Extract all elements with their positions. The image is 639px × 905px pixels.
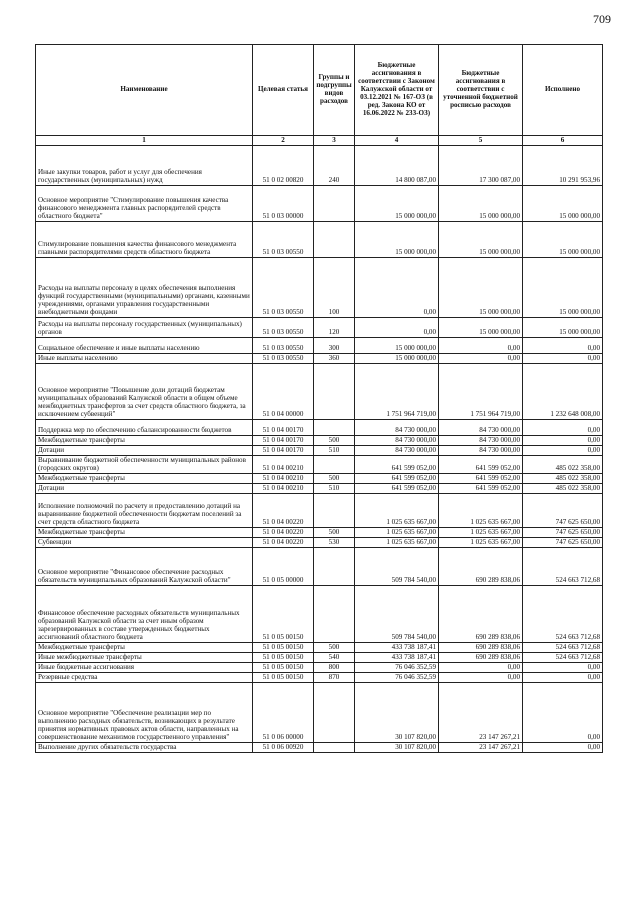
row-executed: 0,00 (523, 683, 603, 743)
row-name: Субвенции (36, 538, 253, 548)
table-row (36, 494, 603, 528)
header-target-article: Целевая статья (253, 45, 314, 136)
row-budget-schedule: 0,00 (439, 338, 523, 354)
row-expense-group (314, 420, 355, 436)
row-target-article: 51 0 06 00000 (253, 683, 314, 743)
row-budget-schedule: 1 025 635 667,00 (439, 528, 523, 538)
row-budget-schedule: 84 730 000,00 (439, 446, 523, 456)
row-name: Иные межбюджетные трансферты (36, 653, 253, 663)
row-expense-group (314, 494, 355, 528)
row-expense-group (314, 743, 355, 753)
row-target-article: 51 0 04 00000 (253, 364, 314, 420)
row-name: Основное мероприятие "Финансовое обеспечение расходных обязательств муниципальных образований Калужской области" (36, 548, 253, 586)
row-executed: 15 000 000,00 (523, 318, 603, 338)
row-budget-schedule: 15 000 000,00 (439, 186, 523, 222)
column-number: 6 (523, 136, 603, 146)
row-law-allocation: 15 000 000,00 (355, 222, 439, 258)
table-row (36, 146, 603, 186)
row-law-allocation: 76 046 352,59 (355, 673, 439, 683)
table-row (36, 586, 603, 643)
row-name: Иные закупки товаров, работ и услуг для обеспечения государственных (муниципальных) нужд (36, 146, 253, 186)
row-executed: 15 000 000,00 (523, 222, 603, 258)
row-target-article: 51 0 03 00550 (253, 338, 314, 354)
row-target-article: 51 0 03 00000 (253, 186, 314, 222)
row-expense-group: 510 (314, 484, 355, 494)
row-expense-group: 500 (314, 436, 355, 446)
row-budget-schedule: 23 147 267,21 (439, 743, 523, 753)
row-law-allocation: 509 784 540,00 (355, 586, 439, 643)
row-law-allocation: 15 000 000,00 (355, 354, 439, 364)
row-expense-group: 500 (314, 474, 355, 484)
row-law-allocation: 0,00 (355, 258, 439, 318)
row-executed: 0,00 (523, 338, 603, 354)
row-name: Межбюджетные трансферты (36, 643, 253, 653)
row-expense-group: 540 (314, 653, 355, 663)
row-name: Основное мероприятие "Стимулирование повышения качества финансового менеджмента главных распорядителей средств областного бюджета" (36, 186, 253, 222)
column-number: 3 (314, 136, 355, 146)
row-budget-schedule: 690 289 838,06 (439, 586, 523, 643)
row-executed: 10 291 953,96 (523, 146, 603, 186)
table-row (36, 663, 603, 673)
row-budget-schedule: 641 599 052,00 (439, 456, 523, 474)
row-name: Выравнивание бюджетной обеспеченности муниципальных районов (городских округов) (36, 456, 253, 474)
row-target-article: 51 0 04 00170 (253, 446, 314, 456)
row-name: Поддержка мер по обеспечению сбалансированности бюджетов (36, 420, 253, 436)
row-target-article: 51 0 04 00220 (253, 528, 314, 538)
row-name: Исполнение полномочий по расчету и предоставлению дотаций на выравнивание бюджетной обеспеченности бюджетам поселений за счет средств областного бюджета (36, 494, 253, 528)
row-target-article: 51 0 05 00150 (253, 663, 314, 673)
row-name: Выполнение других обязательств государства (36, 743, 253, 753)
row-target-article: 51 0 03 00550 (253, 258, 314, 318)
table-row (36, 484, 603, 494)
row-executed: 747 625 650,00 (523, 538, 603, 548)
row-target-article: 51 0 03 00550 (253, 222, 314, 258)
table-row (36, 538, 603, 548)
column-number: 1 (36, 136, 253, 146)
row-law-allocation: 641 599 052,00 (355, 484, 439, 494)
row-budget-schedule: 84 730 000,00 (439, 436, 523, 446)
row-law-allocation: 84 730 000,00 (355, 436, 439, 446)
table-row (36, 222, 603, 258)
row-target-article: 51 0 03 00550 (253, 318, 314, 338)
row-executed: 15 000 000,00 (523, 258, 603, 318)
table-row (36, 446, 603, 456)
row-target-article: 51 0 05 00000 (253, 548, 314, 586)
row-name: Финансовое обеспечение расходных обязательств муниципальных образований Калужской области за счет иным образом зарезервированных в составе утвержденных бюджетных ассигнований областного бюджета (36, 586, 253, 643)
row-target-article: 51 0 05 00150 (253, 586, 314, 643)
row-expense-group (314, 456, 355, 474)
row-target-article: 51 0 05 00150 (253, 653, 314, 663)
row-law-allocation: 641 599 052,00 (355, 456, 439, 474)
row-target-article: 51 0 04 00170 (253, 436, 314, 446)
row-law-allocation: 433 738 187,41 (355, 643, 439, 653)
row-expense-group: 500 (314, 528, 355, 538)
row-expense-group: 360 (314, 354, 355, 364)
row-name: Расходы на выплаты персоналу государственных (муниципальных) органов (36, 318, 253, 338)
row-budget-schedule: 1 025 635 667,00 (439, 494, 523, 528)
row-target-article: 51 0 04 00210 (253, 456, 314, 474)
row-law-allocation: 15 000 000,00 (355, 338, 439, 354)
row-budget-schedule: 15 000 000,00 (439, 258, 523, 318)
row-budget-schedule: 641 599 052,00 (439, 474, 523, 484)
row-executed: 485 022 358,00 (523, 474, 603, 484)
header-row (36, 45, 603, 136)
row-name: Межбюджетные трансферты (36, 528, 253, 538)
row-law-allocation: 1 025 635 667,00 (355, 538, 439, 548)
row-target-article: 51 0 04 00210 (253, 474, 314, 484)
row-budget-schedule: 690 289 838,06 (439, 548, 523, 586)
row-name: Иные выплаты населению (36, 354, 253, 364)
row-name: Иные бюджетные ассигнования (36, 663, 253, 673)
row-budget-schedule: 1 025 635 667,00 (439, 538, 523, 548)
row-executed: 747 625 650,00 (523, 494, 603, 528)
row-law-allocation: 30 107 820,00 (355, 683, 439, 743)
row-expense-group: 870 (314, 673, 355, 683)
header-expense-group: Группы и подгруппы видов расходов (314, 45, 355, 136)
table-row (36, 474, 603, 484)
row-name: Стимулирование повышения качества финансового менеджмента главными распорядителями средств областного бюджета (36, 222, 253, 258)
row-law-allocation: 84 730 000,00 (355, 446, 439, 456)
row-expense-group: 510 (314, 446, 355, 456)
row-executed: 0,00 (523, 436, 603, 446)
row-expense-group: 240 (314, 146, 355, 186)
row-expense-group (314, 683, 355, 743)
table-row (36, 653, 603, 663)
row-law-allocation: 1 025 635 667,00 (355, 494, 439, 528)
row-name: Основное мероприятие "Повышение доли дотаций бюджетам муниципальных образований Калужской области в общем объеме межбюджетных трансфертов за счет средств областного бюджета, за исключением субвенций" (36, 364, 253, 420)
row-target-article: 51 0 02 00820 (253, 146, 314, 186)
row-executed: 15 000 000,00 (523, 186, 603, 222)
row-target-article: 51 0 05 00150 (253, 673, 314, 683)
row-budget-schedule: 15 000 000,00 (439, 222, 523, 258)
row-expense-group: 120 (314, 318, 355, 338)
row-budget-schedule: 0,00 (439, 673, 523, 683)
header-budget-schedule: Бюджетные ассигнования в соответствии с уточненной бюджетной росписью расходов (439, 45, 523, 136)
row-name: Межбюджетные трансферты (36, 436, 253, 446)
row-law-allocation: 509 784 540,00 (355, 548, 439, 586)
column-number: 2 (253, 136, 314, 146)
row-target-article: 51 0 04 00170 (253, 420, 314, 436)
column-number: 5 (439, 136, 523, 146)
row-executed: 524 663 712,68 (523, 586, 603, 643)
row-name: Резервные средства (36, 673, 253, 683)
row-name: Расходы на выплаты персоналу в целях обеспечения выполнения функций государственными (муниципальными) органами, казенными учреждениями, органами управления государственными внебюджетными фондами (36, 258, 253, 318)
budget-execution-table (35, 44, 603, 753)
row-budget-schedule: 0,00 (439, 354, 523, 364)
row-budget-schedule: 1 751 964 719,00 (439, 364, 523, 420)
row-target-article: 51 0 04 00220 (253, 538, 314, 548)
row-name: Дотации (36, 446, 253, 456)
row-law-allocation: 433 738 187,41 (355, 653, 439, 663)
row-expense-group: 800 (314, 663, 355, 673)
row-budget-schedule: 690 289 838,06 (439, 653, 523, 663)
table-row (36, 548, 603, 586)
row-executed: 1 232 648 008,00 (523, 364, 603, 420)
table-row (36, 186, 603, 222)
table-row (36, 436, 603, 446)
row-target-article: 51 0 05 00150 (253, 643, 314, 653)
row-law-allocation: 1 751 964 719,00 (355, 364, 439, 420)
row-law-allocation: 15 000 000,00 (355, 186, 439, 222)
table-row (36, 743, 603, 753)
row-name: Межбюджетные трансферты (36, 474, 253, 484)
table-row (36, 318, 603, 338)
column-number: 4 (355, 136, 439, 146)
row-expense-group (314, 186, 355, 222)
row-name: Дотации (36, 484, 253, 494)
row-executed: 524 663 712,68 (523, 643, 603, 653)
row-name: Социальное обеспечение и иные выплаты населению (36, 338, 253, 354)
table-row (36, 528, 603, 538)
table-row (36, 364, 603, 420)
row-target-article: 51 0 03 00550 (253, 354, 314, 364)
row-executed: 0,00 (523, 354, 603, 364)
row-budget-schedule: 641 599 052,00 (439, 484, 523, 494)
row-expense-group: 530 (314, 538, 355, 548)
row-expense-group (314, 222, 355, 258)
row-law-allocation: 14 800 087,00 (355, 146, 439, 186)
table-row (36, 354, 603, 364)
row-budget-schedule: 17 300 087,00 (439, 146, 523, 186)
row-executed: 485 022 358,00 (523, 456, 603, 474)
table-row (36, 643, 603, 653)
row-executed: 0,00 (523, 673, 603, 683)
column-number-row (36, 136, 603, 146)
row-executed: 0,00 (523, 663, 603, 673)
row-law-allocation: 0,00 (355, 318, 439, 338)
row-executed: 0,00 (523, 446, 603, 456)
row-expense-group: 300 (314, 338, 355, 354)
row-law-allocation: 84 730 000,00 (355, 420, 439, 436)
table-row (36, 683, 603, 743)
row-executed: 524 663 712,68 (523, 548, 603, 586)
row-target-article: 51 0 04 00210 (253, 484, 314, 494)
table-row (36, 420, 603, 436)
row-expense-group: 500 (314, 643, 355, 653)
row-budget-schedule: 84 730 000,00 (439, 420, 523, 436)
row-executed: 524 663 712,68 (523, 653, 603, 663)
page-number: 709 (593, 12, 611, 26)
table-row (36, 338, 603, 354)
row-expense-group (314, 548, 355, 586)
header-executed: Исполнено (523, 45, 603, 136)
row-name: Основное мероприятие "Обеспечение реализации мер по выполнению расходных обязательств, возникающих в результате принятия нормативных правовых актов области, направленных на совершенствование механизмов государственного управления" (36, 683, 253, 743)
row-law-allocation: 30 107 820,00 (355, 743, 439, 753)
row-executed: 485 022 358,00 (523, 484, 603, 494)
table-row (36, 258, 603, 318)
row-expense-group (314, 586, 355, 643)
row-budget-schedule: 0,00 (439, 663, 523, 673)
row-target-article: 51 0 04 00220 (253, 494, 314, 528)
row-expense-group: 100 (314, 258, 355, 318)
row-expense-group (314, 364, 355, 420)
row-law-allocation: 641 599 052,00 (355, 474, 439, 484)
row-budget-schedule: 690 289 838,06 (439, 643, 523, 653)
row-executed: 0,00 (523, 420, 603, 436)
header-name: Наименование (36, 45, 253, 136)
table-row (36, 456, 603, 474)
row-executed: 0,00 (523, 743, 603, 753)
table-row (36, 673, 603, 683)
row-law-allocation: 76 046 352,59 (355, 663, 439, 673)
row-target-article: 51 0 06 00920 (253, 743, 314, 753)
row-law-allocation: 1 025 635 667,00 (355, 528, 439, 538)
header-law-allocation: Бюджетные ассигнования в соответствии с Законом Калужской области от 03.12.2021 № 167-ОЗ (в ред. Закона КО от 16.06.2022 № 233-ОЗ) (355, 45, 439, 136)
row-budget-schedule: 15 000 000,00 (439, 318, 523, 338)
row-budget-schedule: 23 147 267,21 (439, 683, 523, 743)
row-executed: 747 625 650,00 (523, 528, 603, 538)
